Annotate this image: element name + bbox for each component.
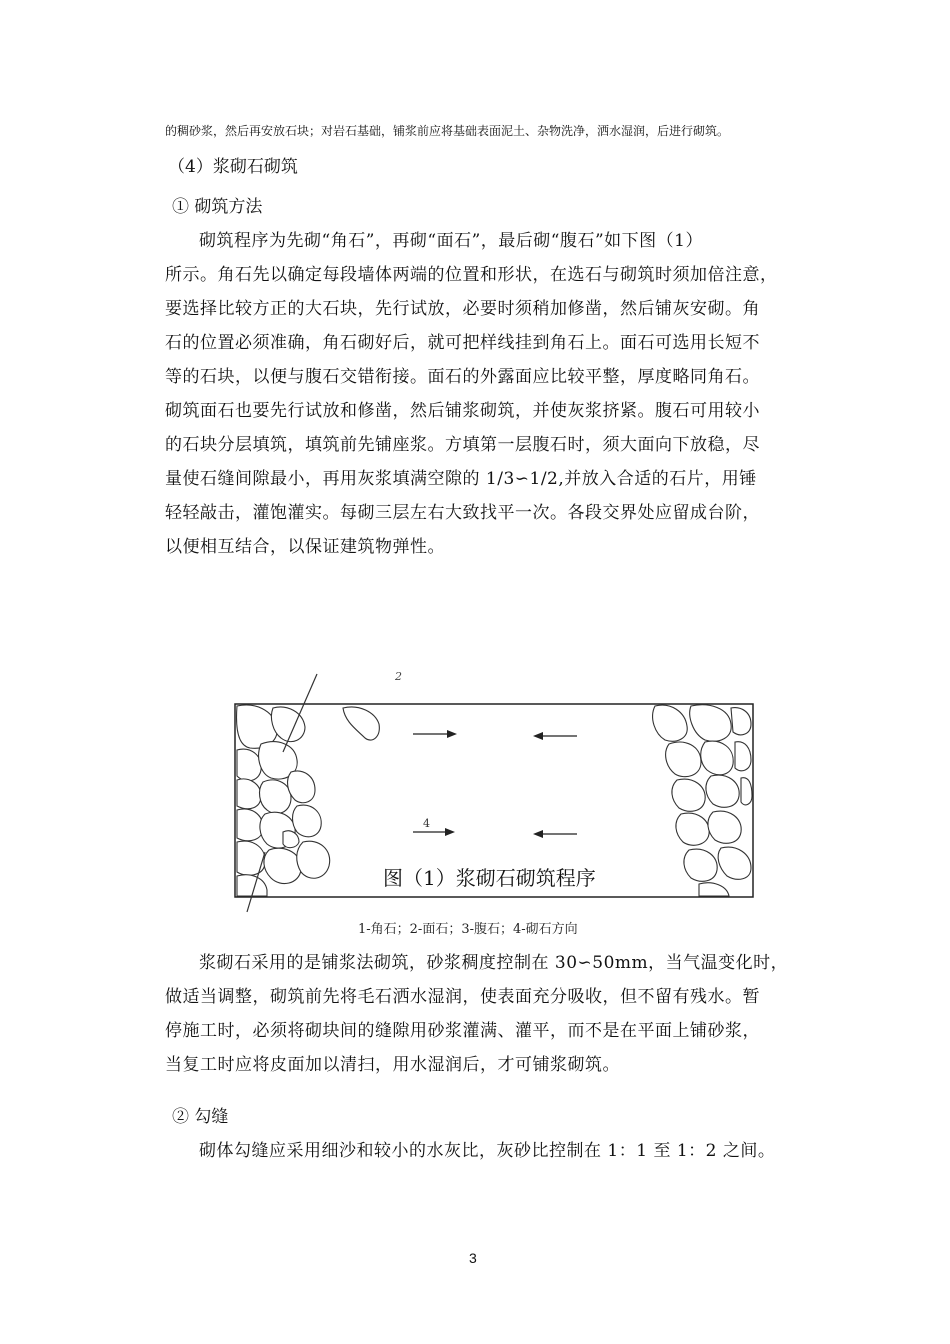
figure-caption: 图（1）浆砌石砌筑程序: [383, 866, 596, 890]
paragraph-line: 砌筑程序为先砌“角石”，再砌“面石”，最后砌“腹石”如下图（1）: [199, 231, 703, 251]
masonry-figure: [225, 672, 765, 922]
paragraph-line: 石的位置必须准确，角石砌好后，就可把样线挂到角石上。面石可选用长短不: [165, 333, 760, 353]
paragraph-mortar: [165, 946, 825, 1082]
paragraph-line: 要选择比较方正的大石块，先行试放，必要时须稍加修凿，然后铺灰安砌。角: [165, 299, 760, 319]
paragraph-line: 所示。角石先以确定每段墙体两端的位置和形状，在选石与砌筑时须加倍注意，: [165, 265, 778, 285]
label-2: 2: [395, 672, 402, 683]
paragraph-line: 停施工时，必须将砌块间的缝隙用砂浆灌满、灌平，而不是在平面上铺砂浆，: [165, 1021, 760, 1041]
paragraph-line: 以便相互结合，以保证建筑物弹性。: [165, 537, 445, 557]
section-heading: （4）浆砌石砌筑: [168, 157, 298, 177]
paragraph-line: 等的石块，以便与腹石交错衔接。面石的外露面应比较平整，厚度略同角石。: [165, 367, 760, 387]
page-number: 3: [469, 1250, 477, 1266]
subsection-heading-pointing: ② 勾缝: [172, 1107, 229, 1127]
paragraph-line: 砌筑面石也要先行试放和修凿，然后铺浆砌筑，并使灰浆挤紧。腹石可用较小: [165, 401, 760, 421]
paragraph-line: 轻轻敲击，灌饱灌实。每砌三层左右大致找平一次。各段交界处应留成台阶，: [165, 503, 760, 523]
paragraph-line: 做适当调整，砌筑前先将毛石洒水湿润，使表面充分吸收，但不留有残水。暂: [165, 987, 760, 1007]
paragraph-line: 量使石缝间隙最小，再用灰浆填满空隙的 1/3∽1/2,并放入合适的石片，用锤: [165, 469, 757, 489]
paragraph-line: 当复工时应将皮面加以清扫，用水湿润后，才可铺浆砌筑。: [165, 1055, 620, 1075]
continuation-line: 的稠砂浆，然后再安放石块；对岩石基础，铺浆前应将基础表面泥土、杂物洗净，洒水湿润，后进行砌筑。: [165, 124, 730, 138]
paragraph-line: 浆砌石采用的是铺浆法砌筑，砂浆稠度控制在 30∽50mm，当气温变化时，: [199, 953, 789, 973]
paragraph-pointing: 砌体勾缝应采用细沙和较小的水灰比，灰砂比控制在 1：1 至 1：2 之间。: [199, 1141, 776, 1161]
figure-legend: 1-角石；2-面石；3-腹石；4-砌石方向: [358, 922, 578, 937]
paragraph-line: 的石块分层填筑，填筑前先铺座浆。方填第一层腹石时，须大面向下放稳，尽: [165, 435, 760, 455]
paragraph-method: [165, 224, 825, 564]
subsection-heading-method: ① 砌筑方法: [172, 197, 263, 217]
label-4: 4: [423, 817, 430, 830]
